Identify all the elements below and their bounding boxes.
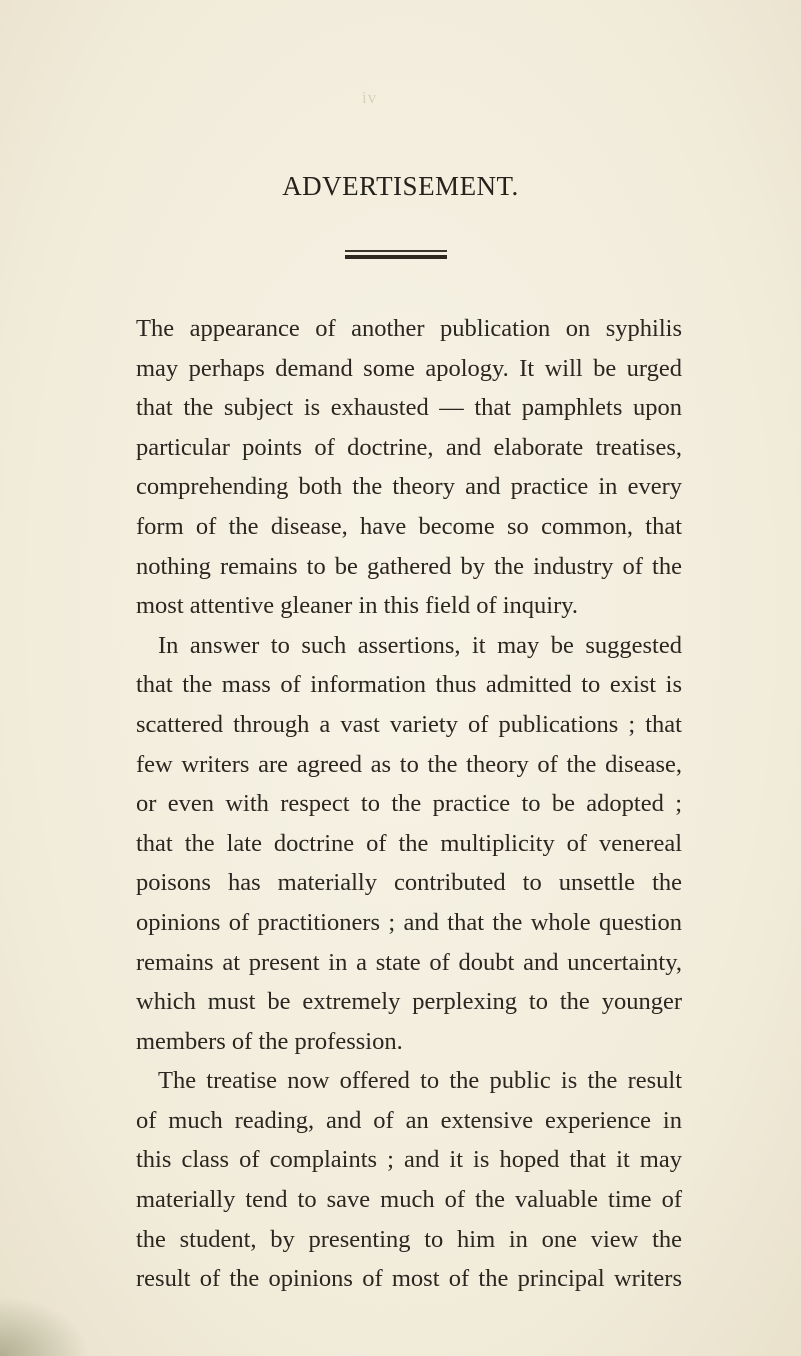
text-line: In answer to such assertions, it may be suggested <box>158 631 682 659</box>
text-line: form of the disease, have become so common, that <box>136 512 682 540</box>
text-line: remains at present in a state of doubt and uncertainty, <box>136 948 682 976</box>
text-line: result of the opinions of most of the principal writers <box>136 1265 682 1293</box>
text-line: members of the profession. <box>136 1027 403 1055</box>
text-line: The appearance of another publication on syphilis <box>136 315 682 342</box>
text-line: or even with respect to the practice to be adopted ; <box>136 790 682 818</box>
text-line: may perhaps demand some apology. It will be urged <box>136 354 682 382</box>
paragraph-3 <box>136 1061 682 1299</box>
text-line: opinions of practitioners ; and that the whole question <box>136 908 682 936</box>
text-line: that the late doctrine of the multiplicity of venereal <box>136 829 682 857</box>
text-line: that the subject is exhausted — that pamphlets upon <box>136 394 682 422</box>
page-number: iv <box>362 88 378 107</box>
text-line: this class of complaints ; and it is hoped that it may <box>136 1146 682 1174</box>
text-line: that the mass of information thus admitted to exist is <box>136 671 682 699</box>
paragraph-2 <box>136 626 682 1062</box>
double-rule-divider <box>345 250 447 260</box>
text-line: particular points of doctrine, and elaborate treatises, <box>136 433 682 461</box>
text-line: few writers are agreed as to the theory of the disease, <box>136 750 682 778</box>
text-line: comprehending both the theory and practice in every <box>136 473 682 501</box>
body-text <box>136 309 682 1299</box>
text-line: poisons has materially contributed to unsettle the <box>136 869 682 897</box>
paragraph-1 <box>136 309 682 626</box>
text-line: which must be extremely perplexing to the younger <box>136 988 682 1016</box>
text-line: scattered through a vast variety of publications ; that <box>136 710 682 738</box>
text-line: materially tend to save much of the valuable time of <box>136 1186 682 1214</box>
page-heading: ADVERTISEMENT. <box>282 171 519 201</box>
text-line: of much reading, and of an extensive experience in <box>136 1106 682 1134</box>
text-line: the student, by presenting to him in one view the <box>136 1225 682 1253</box>
text-line: The treatise now offered to the public is the result <box>158 1067 682 1095</box>
page-corner-shadow <box>0 1296 90 1356</box>
rule-thin-line <box>345 250 447 252</box>
rule-thick-line <box>345 255 447 259</box>
text-line: nothing remains to be gathered by the industry of the <box>136 552 682 580</box>
text-line: most attentive gleaner in this field of inquiry. <box>136 592 579 620</box>
